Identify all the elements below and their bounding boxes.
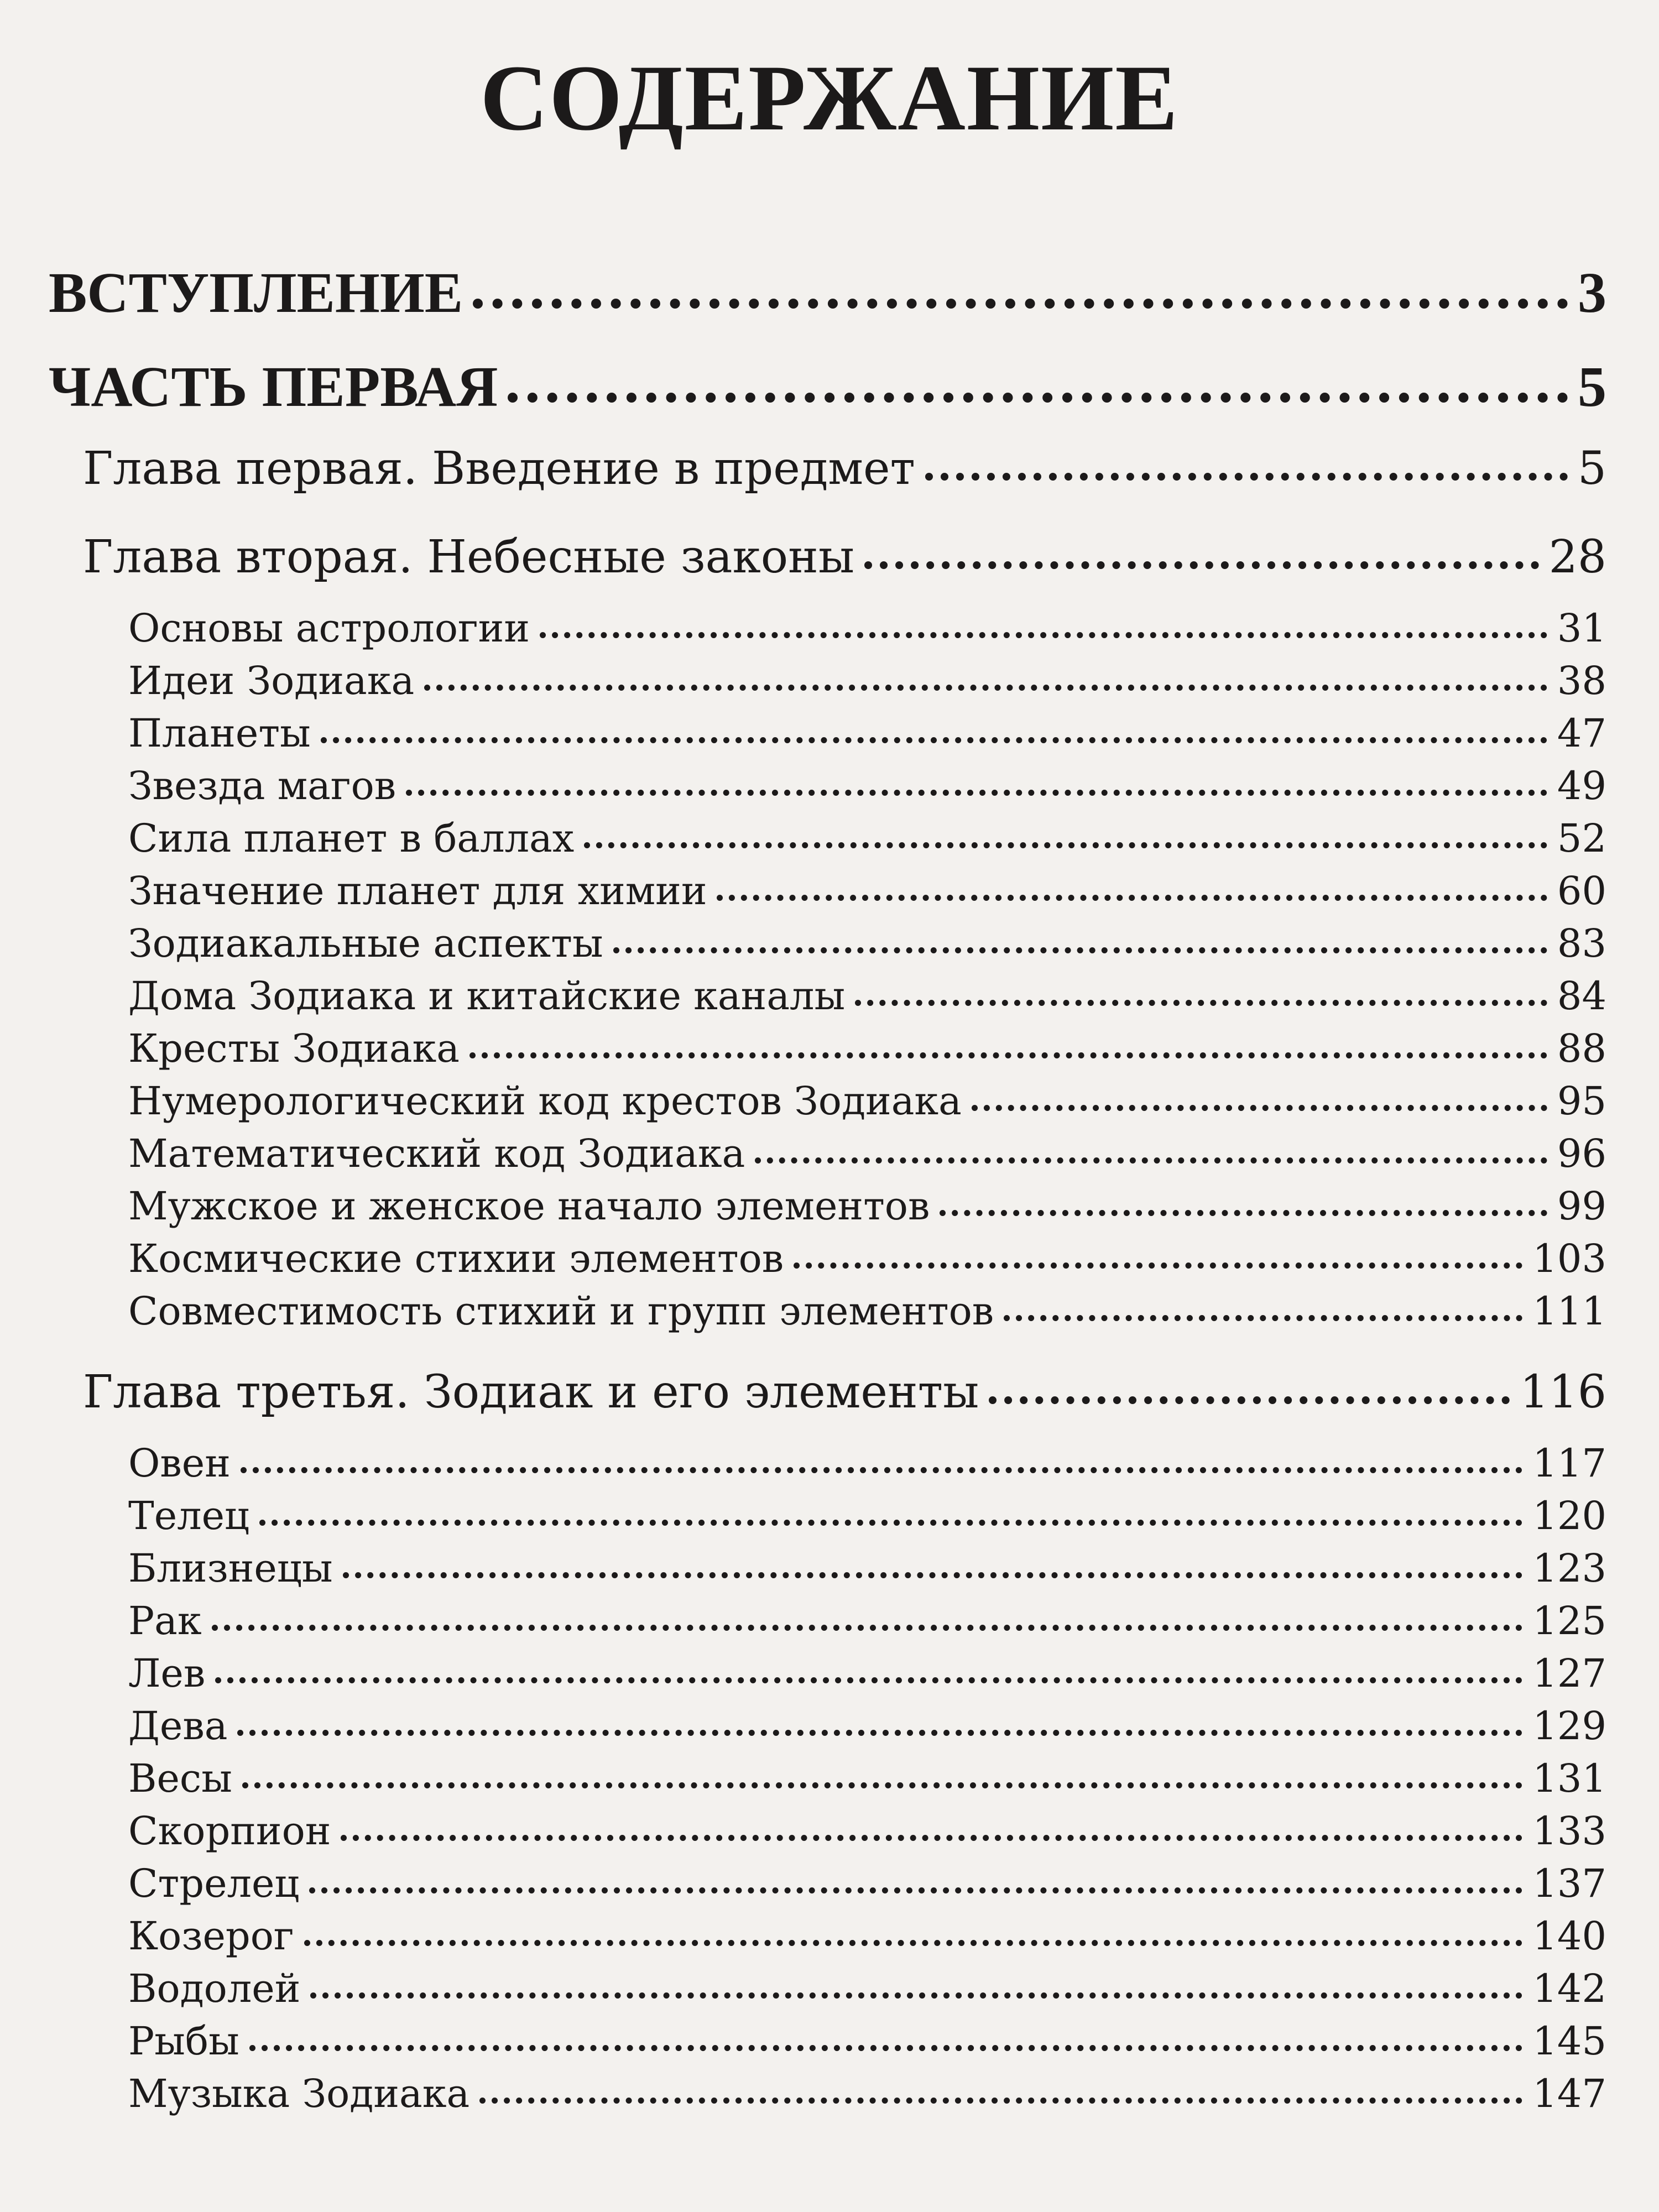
toc-entry-page-number: 125 bbox=[1532, 1598, 1606, 1644]
toc-entry bbox=[128, 1236, 1606, 1281]
dot-leader bbox=[241, 1467, 1523, 1473]
toc-entry-title: Дома Зодиака и китайские каналы bbox=[128, 973, 846, 1019]
toc-entry-title: Значение планет для химии bbox=[128, 868, 707, 914]
toc-entry-page-number: 117 bbox=[1532, 1441, 1606, 1486]
toc-entry-page-number: 116 bbox=[1520, 1366, 1606, 1418]
toc-entry-title: Звезда магов bbox=[128, 763, 397, 808]
toc-entry bbox=[128, 1288, 1606, 1334]
dot-leader bbox=[469, 1052, 1547, 1058]
toc-entry-title: Водолей bbox=[128, 1966, 301, 2011]
toc-entry-page-number: 147 bbox=[1532, 2071, 1606, 2116]
toc-entry-title: ВСТУПЛЕНИЕ bbox=[49, 261, 463, 325]
dot-leader bbox=[473, 299, 1568, 309]
dot-leader bbox=[925, 473, 1568, 481]
toc-entry-title: Телец bbox=[128, 1493, 250, 1538]
toc-entry-title: Лев bbox=[128, 1651, 206, 1696]
toc-entry-page-number: 123 bbox=[1532, 1546, 1606, 1591]
toc-entry-title: Идеи Зодиака bbox=[128, 658, 415, 703]
toc-entry-title: Основы астрологии bbox=[128, 606, 530, 651]
toc-entry-page-number: 137 bbox=[1532, 1861, 1606, 1906]
toc-entry-page-number: 38 bbox=[1557, 658, 1606, 703]
dot-leader bbox=[309, 1887, 1522, 1893]
dot-leader bbox=[540, 632, 1547, 638]
toc-entry-page-number: 28 bbox=[1548, 531, 1606, 583]
toc-entry bbox=[128, 816, 1606, 861]
toc-entry-page-number: 103 bbox=[1532, 1236, 1606, 1281]
toc-entry-title: Дева bbox=[128, 1703, 228, 1749]
toc-entry-title: Близнецы bbox=[128, 1546, 333, 1591]
toc-entry-title: Зодиакальные аспекты bbox=[128, 921, 603, 966]
toc-entry bbox=[128, 1598, 1606, 1644]
dot-leader bbox=[972, 1105, 1547, 1111]
toc-entry-title: Глава третья. Зодиак и его элементы bbox=[83, 1366, 979, 1418]
dot-leader bbox=[794, 1262, 1522, 1269]
toc-entry bbox=[128, 711, 1606, 756]
toc-entry bbox=[128, 1078, 1606, 1124]
toc-entry-page-number: 142 bbox=[1532, 1966, 1606, 2011]
toc-entry bbox=[128, 1183, 1606, 1229]
toc-entry bbox=[128, 868, 1606, 914]
toc-entry bbox=[128, 1026, 1606, 1071]
toc-entry-title: Стрелец bbox=[128, 1861, 300, 1906]
dot-leader bbox=[249, 2045, 1523, 2051]
toc-entry-title: Математический код Зодиака bbox=[128, 1131, 745, 1176]
toc-entry-title: Козерог bbox=[128, 1913, 294, 1959]
dot-leader bbox=[304, 1940, 1523, 1946]
dot-leader bbox=[343, 1572, 1523, 1578]
toc-entry-page-number: 49 bbox=[1557, 763, 1606, 808]
toc-entry-page-number: 111 bbox=[1532, 1288, 1606, 1334]
dot-leader bbox=[508, 393, 1568, 403]
toc-entry bbox=[83, 531, 1606, 583]
toc-entry bbox=[49, 354, 1606, 420]
toc-entry-page-number: 5 bbox=[1577, 442, 1606, 495]
toc-entry bbox=[83, 442, 1606, 495]
toc-entry-title: Скорпион bbox=[128, 1808, 331, 1854]
toc-entry-page-number: 140 bbox=[1532, 1913, 1606, 1959]
toc-entry-title: Мужское и женское начало элементов bbox=[128, 1183, 930, 1229]
toc-entry-page-number: 95 bbox=[1557, 1078, 1606, 1124]
toc-entry-title: Совместимость стихий и групп элементов bbox=[128, 1288, 994, 1334]
toc-entry-title: Космические стихии элементов bbox=[128, 1236, 784, 1281]
dot-leader bbox=[259, 1520, 1522, 1526]
toc-entry-page-number: 88 bbox=[1557, 1026, 1606, 1071]
toc-entry-title: Рыбы bbox=[128, 2018, 239, 2064]
toc-entry bbox=[128, 2018, 1606, 2064]
toc-entry bbox=[128, 606, 1606, 651]
toc-entry-title: Весы bbox=[128, 1756, 232, 1801]
dot-leader bbox=[215, 1677, 1522, 1683]
toc-entry bbox=[128, 1913, 1606, 1959]
toc-entry-page-number: 133 bbox=[1532, 1808, 1606, 1854]
dot-leader bbox=[321, 737, 1547, 743]
toc-entry-page-number: 127 bbox=[1532, 1651, 1606, 1696]
toc-entry-title: Нумерологический код крестов Зодиака bbox=[128, 1078, 962, 1124]
toc-entry bbox=[128, 1808, 1606, 1854]
toc-entry bbox=[128, 1756, 1606, 1801]
toc-entry bbox=[128, 1861, 1606, 1906]
toc-entry-page-number: 129 bbox=[1532, 1703, 1606, 1749]
toc-entry bbox=[83, 1366, 1606, 1418]
toc-entry-title: Рак bbox=[128, 1598, 202, 1644]
toc-entry bbox=[128, 973, 1606, 1019]
toc-entry-page-number: 52 bbox=[1557, 816, 1606, 861]
dot-leader bbox=[406, 790, 1547, 796]
dot-leader bbox=[855, 1000, 1547, 1006]
dot-leader bbox=[479, 2098, 1522, 2104]
toc-entry-title: Планеты bbox=[128, 711, 311, 756]
toc-entry bbox=[128, 1493, 1606, 1538]
dot-leader bbox=[613, 947, 1547, 953]
dot-leader bbox=[864, 561, 1539, 569]
toc-entry-page-number: 99 bbox=[1557, 1183, 1606, 1229]
dot-leader bbox=[940, 1210, 1547, 1216]
toc-entry bbox=[128, 921, 1606, 966]
toc-entry-page-number: 31 bbox=[1557, 606, 1606, 651]
toc-entry-page-number: 131 bbox=[1532, 1756, 1606, 1801]
toc-entry-title: Сила планет в баллах bbox=[128, 816, 575, 861]
dot-leader bbox=[212, 1625, 1523, 1631]
dot-leader bbox=[310, 1992, 1522, 1999]
toc-entry bbox=[128, 1651, 1606, 1696]
toc-entry bbox=[128, 1131, 1606, 1176]
toc-entry-title: Глава первая. Введение в предмет bbox=[83, 442, 915, 495]
dot-leader bbox=[755, 1157, 1547, 1164]
toc-entry-page-number: 145 bbox=[1532, 2018, 1606, 2064]
dot-leader bbox=[242, 1782, 1523, 1788]
toc-entry bbox=[49, 260, 1606, 326]
toc-entry-title: Глава вторая. Небесные законы bbox=[83, 531, 855, 583]
toc-entry bbox=[128, 763, 1606, 808]
dot-leader bbox=[1004, 1315, 1522, 1321]
toc-entry-page-number: 5 bbox=[1578, 355, 1606, 419]
toc-entry bbox=[128, 658, 1606, 703]
toc-entry bbox=[128, 1441, 1606, 1486]
dot-leader bbox=[424, 685, 1547, 691]
toc-entry-page-number: 47 bbox=[1557, 711, 1606, 756]
toc-entry-title: Кресты Зодиака bbox=[128, 1026, 460, 1071]
toc-entry-page-number: 3 bbox=[1578, 261, 1606, 325]
toc-entry-title: ЧАСТЬ ПЕРВАЯ bbox=[49, 355, 498, 419]
toc-entry bbox=[128, 2071, 1606, 2116]
toc-entry bbox=[128, 1703, 1606, 1749]
dot-leader bbox=[989, 1396, 1510, 1404]
toc-entry bbox=[128, 1546, 1606, 1591]
toc-entry-page-number: 84 bbox=[1557, 973, 1606, 1019]
toc-entry-page-number: 120 bbox=[1532, 1493, 1606, 1538]
toc-entry-page-number: 60 bbox=[1557, 868, 1606, 914]
toc-entry bbox=[128, 1966, 1606, 2011]
toc-entry-page-number: 96 bbox=[1557, 1131, 1606, 1176]
dot-leader bbox=[584, 842, 1547, 848]
toc-entry-title: Овен bbox=[128, 1441, 231, 1486]
page-title: СОДЕРЖАНИЕ bbox=[480, 46, 1179, 150]
dot-leader bbox=[237, 1730, 1522, 1736]
dot-leader bbox=[717, 895, 1547, 901]
toc-entry-page-number: 83 bbox=[1557, 921, 1606, 966]
toc-entry-title: Музыка Зодиака bbox=[128, 2071, 470, 2116]
dot-leader bbox=[341, 1835, 1522, 1841]
